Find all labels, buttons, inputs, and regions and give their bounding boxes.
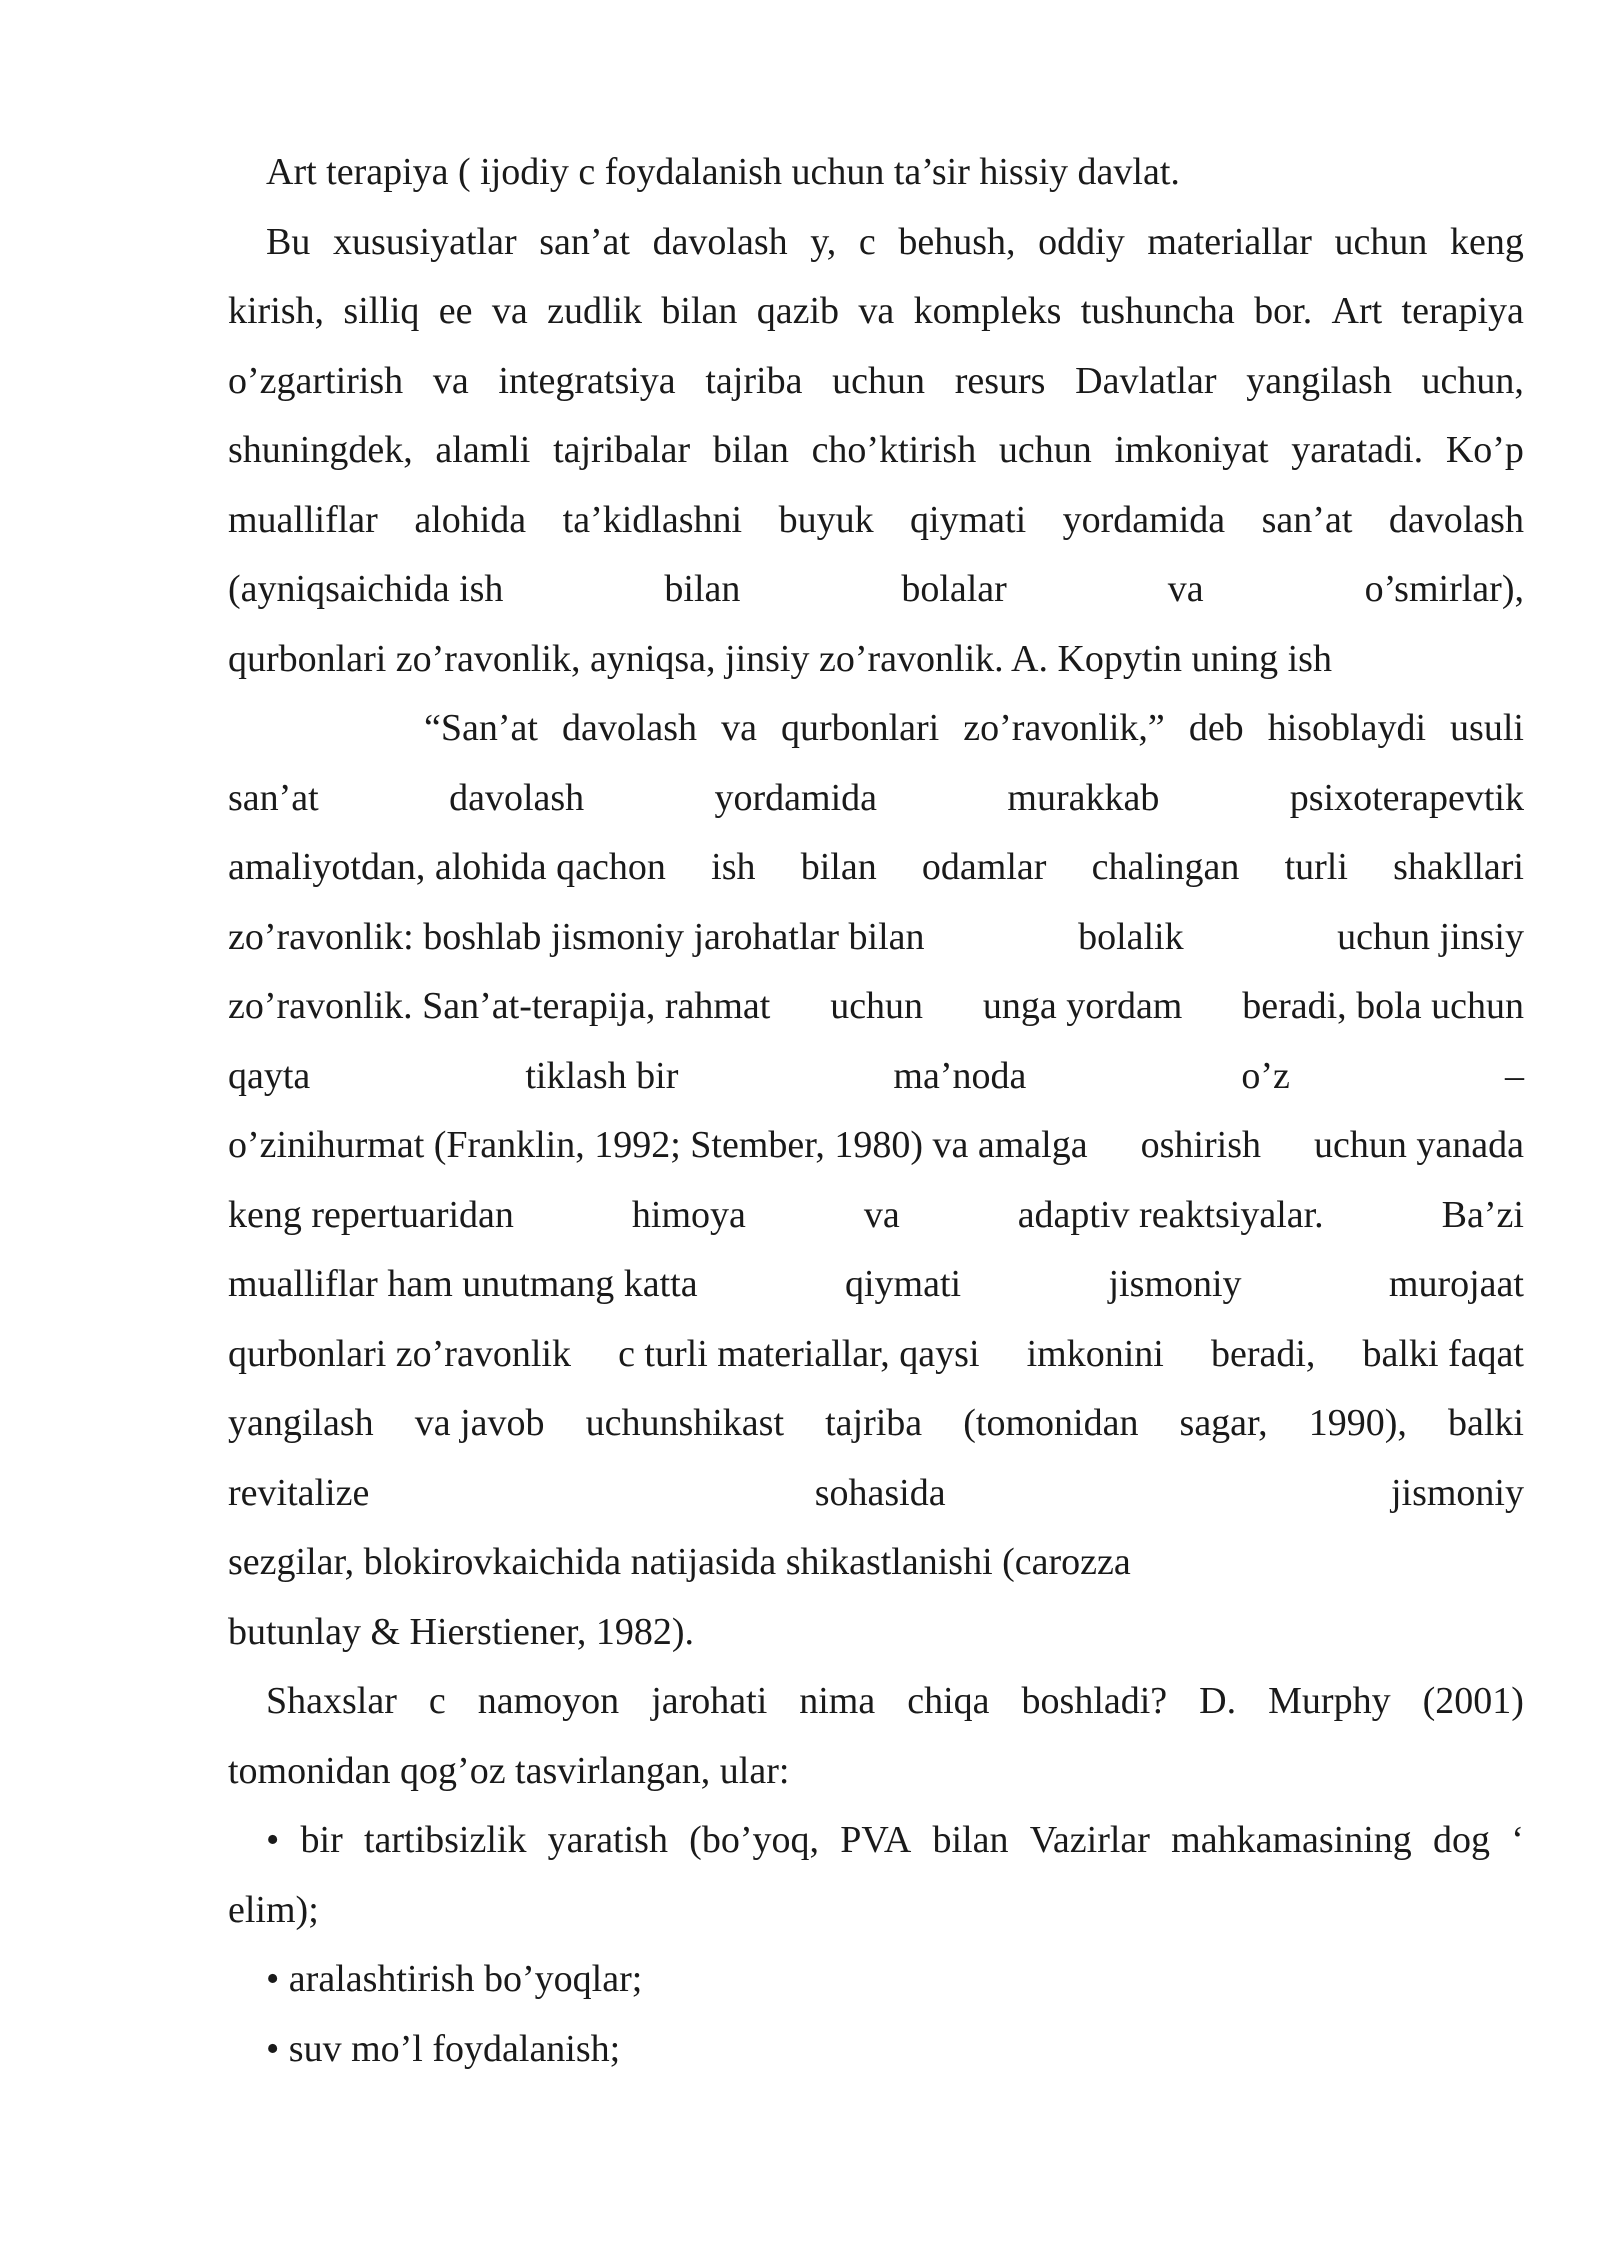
- bullet-item: • suv mo’l foydalanish;: [266, 2027, 621, 2070]
- word: (bo’yoq,: [689, 1819, 819, 1861]
- word: resurs: [954, 359, 1046, 402]
- word: uchun: [1334, 220, 1428, 263]
- word: y,: [810, 220, 837, 263]
- word: tajriba: [705, 359, 803, 402]
- word: tartibsizlik: [363, 1819, 527, 1861]
- word: deb: [1188, 707, 1244, 749]
- word: va: [863, 1193, 900, 1236]
- word: qiymati: [844, 1263, 962, 1305]
- word: cho’ktirish: [811, 429, 977, 471]
- word: qiymati: [910, 498, 1027, 541]
- word: (tomonidan: [963, 1402, 1139, 1444]
- word: san’at: [228, 776, 319, 819]
- bullet-item: • aralashtirish bo’yoqlar;: [266, 1958, 643, 2000]
- paragraph-line: [228, 833, 1524, 903]
- word: jarohati: [651, 1680, 768, 1722]
- word: ma’noda: [893, 1054, 1027, 1097]
- word: alohida: [414, 498, 527, 541]
- word: tajribalar: [553, 429, 691, 471]
- word: yordamida: [714, 776, 878, 819]
- word: sagar,: [1179, 1402, 1268, 1444]
- word: davolash: [652, 220, 788, 263]
- word: jismoniy: [1390, 1471, 1524, 1514]
- word: mualliflar ham unutmang katta: [228, 1263, 698, 1305]
- paragraph-line: [228, 903, 1524, 973]
- word: dog: [1433, 1819, 1490, 1861]
- word: va: [858, 290, 895, 332]
- word: behush,: [898, 220, 1016, 263]
- word: uchun yanada: [1314, 1124, 1524, 1166]
- word: c: [428, 1680, 446, 1722]
- word: balki: [1448, 1402, 1524, 1444]
- word: bilan: [661, 290, 738, 332]
- word: Ba’zi: [1441, 1193, 1524, 1236]
- word: silliq: [343, 290, 420, 332]
- word: balki faqat: [1362, 1332, 1524, 1375]
- paragraph-line: [228, 972, 1524, 1042]
- word: zo’ravonlik: boshlab jismoniy jarohatlar bilan: [228, 915, 925, 958]
- paragraph-line: [228, 486, 1524, 556]
- word: integratsiya: [498, 359, 676, 402]
- word: zudlik: [547, 290, 643, 332]
- paragraph-line: [228, 1250, 1524, 1320]
- bullet-item-line: [228, 1806, 1524, 1876]
- word: kompleks: [913, 290, 1062, 332]
- word: Murphy: [1268, 1680, 1391, 1722]
- word: PVA: [840, 1819, 912, 1861]
- word: hisoblaydi: [1267, 707, 1427, 749]
- word: Shaxslar: [266, 1680, 397, 1722]
- word: chalingan: [1091, 846, 1240, 888]
- paragraph-line: tomonidan qog’oz tasvirlangan, ular:: [228, 1749, 790, 1792]
- word: qurbonlari: [780, 707, 940, 749]
- word: D.: [1199, 1680, 1237, 1722]
- word: c turli materiallar, qaysi: [618, 1332, 980, 1375]
- word: keng repertuaridan: [228, 1193, 514, 1236]
- word: tajriba: [825, 1402, 923, 1444]
- paragraph-line: [228, 1389, 1524, 1459]
- word: amaliyotdan, alohida qachon: [228, 846, 666, 888]
- word: (2001): [1422, 1680, 1524, 1722]
- word: uchun jinsiy: [1337, 915, 1524, 958]
- word: uchunshikast: [585, 1402, 785, 1444]
- word: himoya: [631, 1193, 746, 1236]
- word: davolash: [561, 707, 698, 749]
- word: sohasida: [814, 1471, 946, 1514]
- word: va: [1167, 568, 1204, 610]
- word: boshladi?: [1021, 1680, 1168, 1722]
- word: psixoterapevtik: [1289, 776, 1524, 819]
- word: revitalize: [228, 1471, 370, 1514]
- word: zo’ravonlik. San’at-terapija, rahmat: [228, 985, 771, 1027]
- word: imkoniyat: [1114, 429, 1269, 471]
- word: ‘: [1511, 1819, 1524, 1861]
- word: yaratadi.: [1291, 429, 1424, 471]
- word: beradi,: [1210, 1332, 1316, 1375]
- word: qayta: [228, 1054, 311, 1097]
- word: bilan: [664, 568, 741, 610]
- word: jismoniy: [1108, 1263, 1242, 1305]
- word: o’zgartirish: [228, 359, 404, 402]
- word: terapiya: [1401, 290, 1524, 332]
- word: yangilash: [228, 1402, 374, 1444]
- word: mualliflar: [228, 498, 378, 541]
- word: zo’ravonlik,”: [963, 707, 1165, 749]
- word: ee: [438, 290, 473, 332]
- paragraph-line: [228, 208, 1524, 278]
- word: o’smirlar),: [1364, 568, 1524, 610]
- word: bilan: [800, 846, 877, 888]
- paragraph-line: sezgilar, blokirovkaichida natijasida shikastlanishi (carozza: [228, 1541, 1131, 1583]
- word: odamlar: [921, 846, 1047, 888]
- word: oddiy: [1038, 220, 1125, 263]
- word: tushuncha: [1080, 290, 1235, 332]
- paragraph-line: [228, 1111, 1524, 1181]
- word: va javob: [414, 1402, 545, 1444]
- word: va: [432, 359, 469, 402]
- word: o’zinihurmat (Franklin, 1992; Stember, 1980) va amalga: [228, 1124, 1088, 1166]
- word: uchun: [830, 985, 924, 1027]
- word: usuli: [1450, 707, 1524, 749]
- word: mahkamasining: [1171, 1819, 1412, 1861]
- paragraph-line: [228, 1042, 1524, 1112]
- word: namoyon: [477, 1680, 620, 1722]
- word: va: [721, 707, 757, 749]
- word: alamli: [435, 429, 531, 471]
- word: Bu: [266, 220, 311, 263]
- word: “San’at: [424, 707, 538, 749]
- word: nima: [799, 1680, 876, 1722]
- word: xususiyatlar: [332, 220, 517, 263]
- word: san’at: [1261, 498, 1353, 541]
- word: buyuk: [778, 498, 874, 541]
- word: adaptiv reaktsiyalar.: [1017, 1193, 1324, 1236]
- word: uchun: [832, 359, 925, 402]
- bullet-item-line: elim);: [228, 1888, 319, 1931]
- word: Ko’p: [1445, 429, 1524, 471]
- word: qazib: [756, 290, 840, 332]
- word: murojaat: [1388, 1263, 1524, 1305]
- word: shakllari: [1393, 846, 1524, 888]
- word: bolalik: [1078, 915, 1184, 958]
- word: yordamida: [1062, 498, 1226, 541]
- word: davolash: [449, 776, 585, 819]
- word: unga yordam: [982, 985, 1183, 1027]
- paragraph-line: [228, 347, 1524, 417]
- paragraph-line: [228, 764, 1524, 834]
- document-page: [228, 138, 1524, 2084]
- paragraph-line: qurbonlari zo’ravonlik, ayniqsa, jinsiy zo’ravonlik. A. Kopytin uning ish: [228, 637, 1332, 680]
- paragraph-line: [228, 1181, 1524, 1251]
- word: keng: [1449, 220, 1524, 263]
- word: bilan: [932, 1819, 1009, 1861]
- word: yaratish: [547, 1819, 668, 1861]
- paragraph-line: [228, 1320, 1524, 1390]
- word: c: [858, 220, 876, 263]
- word: chiqa: [907, 1680, 990, 1722]
- word: (ayniqsaichida ish: [228, 568, 504, 610]
- word: bolalar: [901, 568, 1007, 610]
- word: 1990),: [1308, 1402, 1407, 1444]
- paragraph-line: [228, 555, 1524, 625]
- word: murakkab: [1007, 776, 1160, 819]
- word: imkonini: [1026, 1332, 1164, 1375]
- word: kirish,: [228, 290, 325, 332]
- paragraph-line: butunlay & Hierstiener, 1982).: [228, 1610, 694, 1653]
- word: Art: [1331, 290, 1383, 332]
- word: bilan: [712, 429, 789, 471]
- word: san’at: [539, 220, 630, 263]
- paragraph-line: [228, 1667, 1524, 1737]
- word: beradi, bola uchun: [1242, 985, 1524, 1027]
- word: ish: [711, 846, 756, 888]
- word: •: [266, 1819, 280, 1861]
- word: uchun,: [1421, 359, 1524, 402]
- word: Davlatlar: [1075, 359, 1217, 402]
- paragraph-line: [228, 277, 1524, 347]
- word: shuningdek,: [228, 429, 413, 471]
- paragraph-art-terapiya-line-1: Art terapiya ( ijodiy c foydalanish uchun ta’sir hissiy davlat.: [266, 151, 1180, 193]
- word: va: [491, 290, 528, 332]
- word: bor.: [1254, 290, 1313, 332]
- paragraph-line: [228, 416, 1524, 486]
- word: yangilash: [1246, 359, 1392, 402]
- word: bir: [300, 1819, 343, 1861]
- word: davolash: [1388, 498, 1524, 541]
- paragraph-line: [228, 694, 1524, 764]
- word: o’z: [1241, 1054, 1290, 1097]
- word: oshirish: [1140, 1124, 1261, 1166]
- word: ta’kidlashni: [562, 498, 743, 541]
- word: materiallar: [1147, 220, 1312, 263]
- word: turli: [1284, 846, 1348, 888]
- word: –: [1504, 1054, 1524, 1097]
- word: Vazirlar: [1029, 1819, 1150, 1861]
- paragraph-line: [228, 1459, 1524, 1529]
- word: qurbonlari zo’ravonlik: [228, 1332, 571, 1375]
- word: uchun: [998, 429, 1092, 471]
- word: tiklash bir: [525, 1054, 679, 1097]
